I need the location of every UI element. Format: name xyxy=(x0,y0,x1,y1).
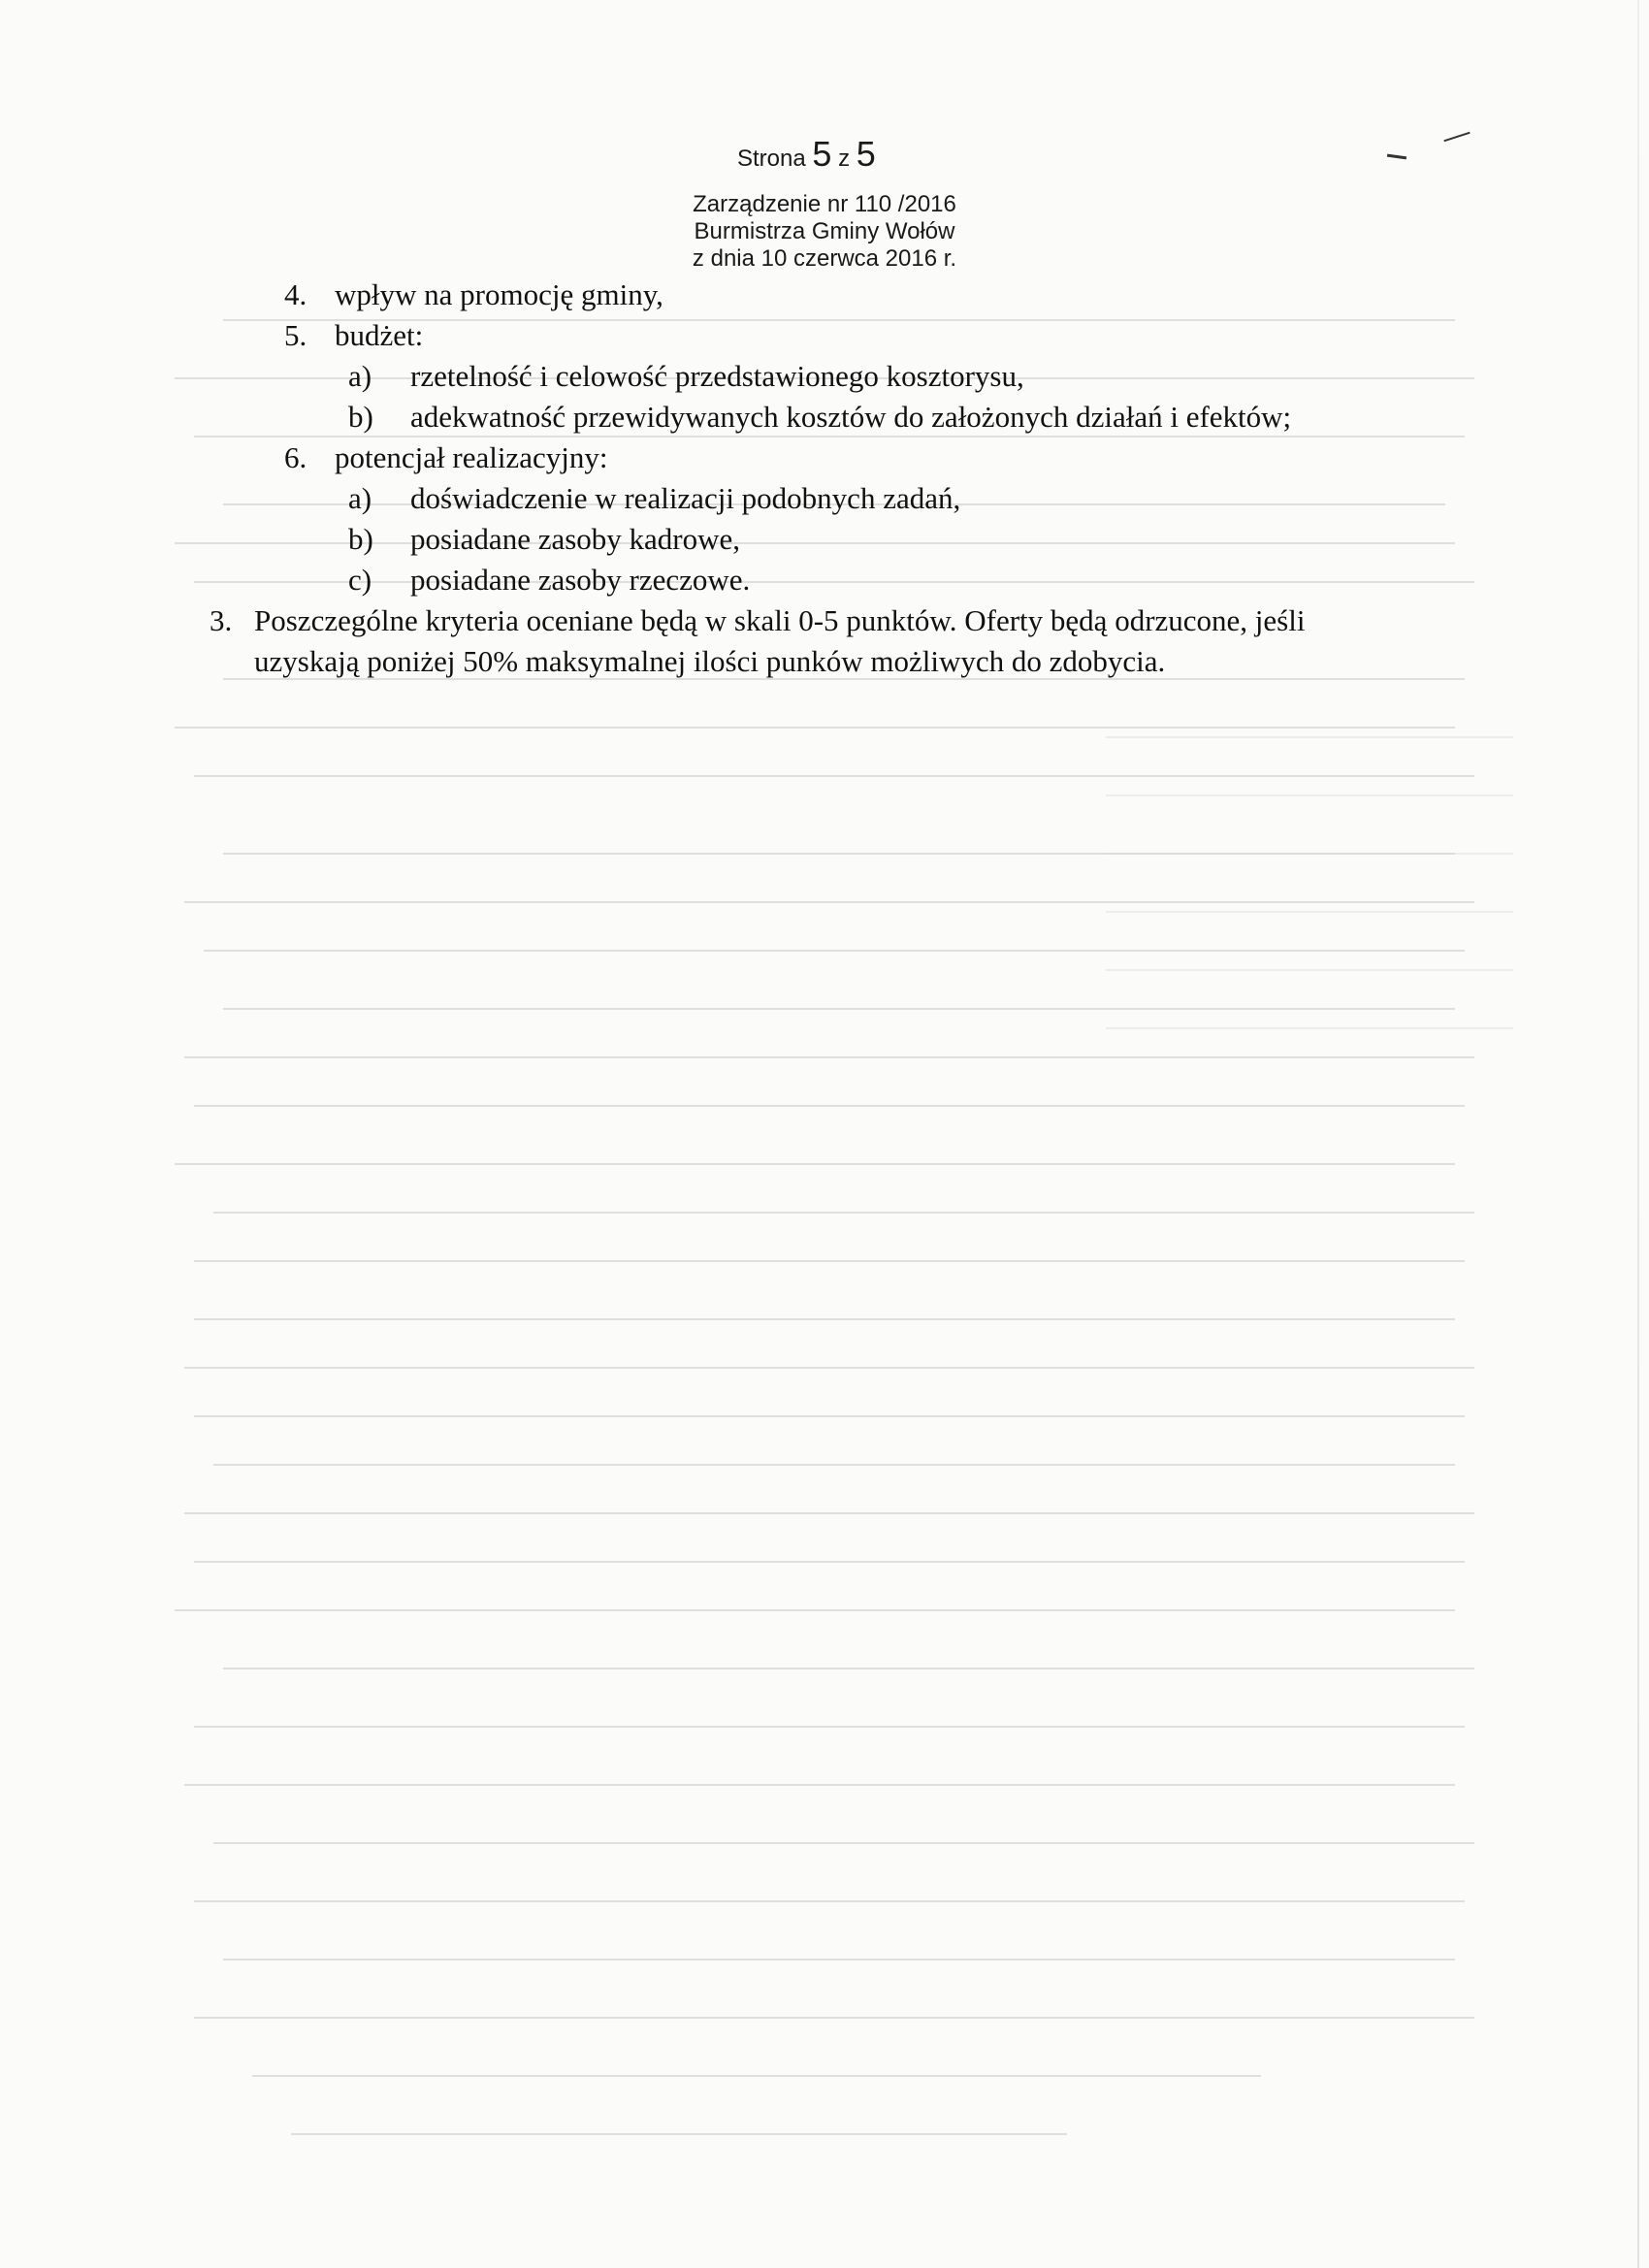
order-issuer: Burmistrza Gminy Wołów xyxy=(694,218,955,244)
item-number: 5. xyxy=(284,318,307,352)
item-text: potencjał realizacyjny: xyxy=(335,440,608,474)
page-total: 5 xyxy=(856,134,876,174)
point-3-line-2 xyxy=(254,644,1165,679)
criteria-item-6b xyxy=(348,522,740,557)
point-3-line-1 xyxy=(210,603,1305,638)
item-text: adekwatność przewidywanych kosztów do założonych działań i efektów; xyxy=(410,400,1292,434)
item-number: 6. xyxy=(284,440,307,474)
item-letter: b) xyxy=(348,400,373,434)
criteria-item-5b xyxy=(348,400,1291,435)
point-text: Poszczególne kryteria oceniane będą w skali 0-5 punktów. Oferty będą odrzucone, jeśli xyxy=(254,603,1306,637)
order-number: Zarządzenie nr 110 /2016 xyxy=(693,191,956,217)
item-text: doświadczenie w realizacji podobnych zadań, xyxy=(410,481,961,515)
page-number xyxy=(737,134,876,175)
item-text: rzetelność i celowość przedstawionego kosztorysu, xyxy=(410,359,1024,393)
order-date: z dnia 10 czerwca 2016 r. xyxy=(692,245,957,272)
item-text: budżet: xyxy=(335,318,424,352)
item-letter: a) xyxy=(348,481,372,515)
item-text: posiadane zasoby kadrowe, xyxy=(410,522,741,556)
point-number: 3. xyxy=(210,603,233,637)
item-letter: c) xyxy=(348,563,372,597)
order-header xyxy=(0,191,1649,273)
item-letter: a) xyxy=(348,359,372,393)
page-prefix: Strona xyxy=(737,146,806,172)
criteria-item-6c xyxy=(348,563,750,598)
page-current: 5 xyxy=(812,134,832,174)
scan-mark xyxy=(1387,154,1406,160)
item-letter: b) xyxy=(348,522,373,556)
criteria-item-5a xyxy=(348,359,1024,394)
criteria-item-4 xyxy=(284,277,663,312)
page-separator: z xyxy=(838,146,851,172)
point-text: uzyskają poniżej 50% maksymalnej ilości punków możliwych do zdobycia. xyxy=(254,644,1166,678)
criteria-item-6 xyxy=(284,440,607,475)
item-number: 4. xyxy=(284,277,307,311)
criteria-item-5 xyxy=(284,318,423,353)
item-text: posiadane zasoby rzeczowe. xyxy=(410,563,751,597)
criteria-item-6a xyxy=(348,481,960,516)
item-text: wpływ na promocję gminy, xyxy=(335,277,663,311)
scan-mark xyxy=(1443,132,1470,143)
scan-edge xyxy=(1637,0,1639,2268)
